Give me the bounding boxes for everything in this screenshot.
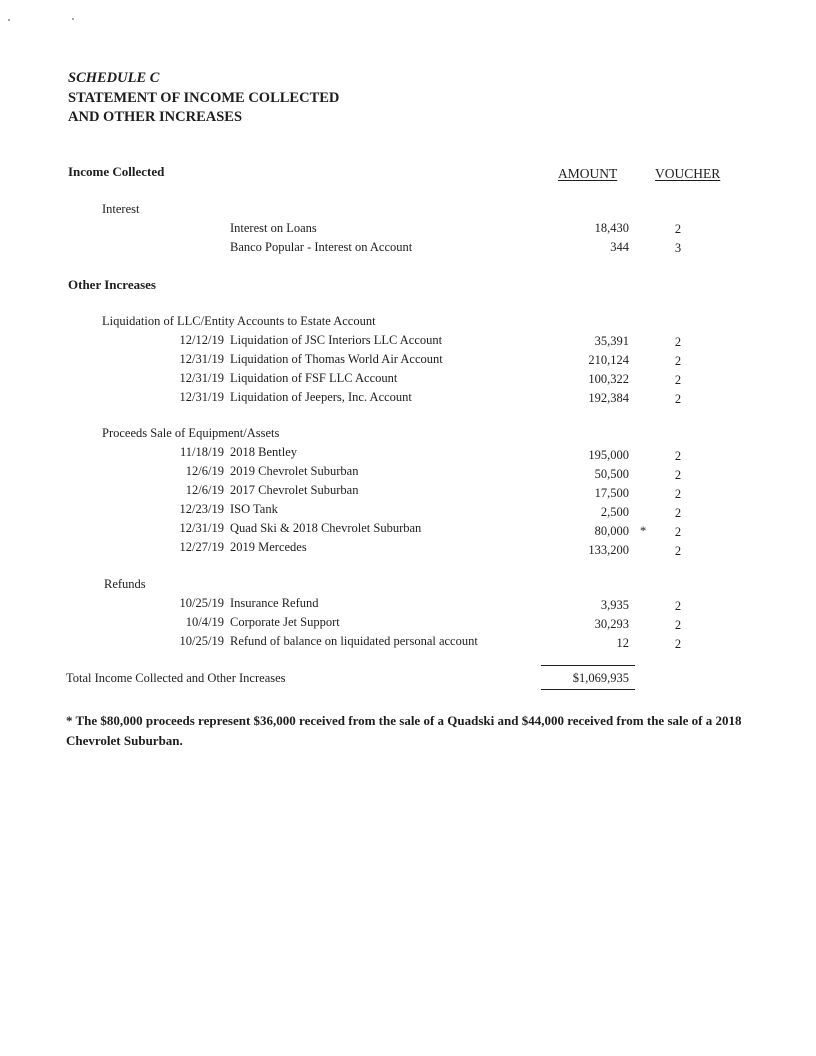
refund-row-desc: Refund of balance on liquidated personal account xyxy=(230,634,478,648)
scan-speck xyxy=(72,18,74,20)
liquidation-row-amount: 210,124 xyxy=(588,353,629,367)
proceeds-row-date: 12/6/19 xyxy=(185,483,224,497)
proceeds-row-desc: 2019 Chevrolet Suburban xyxy=(230,464,359,478)
total-amount: $1,069,935 xyxy=(572,671,629,685)
proceeds-row-voucher: 2 xyxy=(674,525,682,539)
proceeds-row-amount: 2,500 xyxy=(600,505,629,519)
income-row-voucher: 3 xyxy=(674,241,682,255)
refund-row-date: 10/4/19 xyxy=(185,615,224,629)
page-title-line-2: AND OTHER INCREASES xyxy=(68,109,243,125)
liquidation-row-date: 12/31/19 xyxy=(179,371,224,385)
income-row-amount: 344 xyxy=(610,240,629,254)
footnote: * The $80,000 proceeds represent $36,000 received from the sale of a Quadski and $44,000 received from the sale of a 2018 Chevrolet Suburban. xyxy=(66,713,742,748)
refund-row-voucher: 2 xyxy=(674,637,682,651)
voucher-column-header: VOUCHER xyxy=(655,166,721,181)
proceeds-label: Proceeds Sale of Equipment/Assets xyxy=(102,426,280,440)
proceeds-row-voucher: 2 xyxy=(674,487,682,501)
refund-row-date: 10/25/19 xyxy=(179,596,224,610)
proceeds-row-date: 12/6/19 xyxy=(185,464,224,478)
liquidation-row-voucher: 2 xyxy=(674,335,682,349)
proceeds-row-amount: 50,500 xyxy=(594,467,629,481)
refund-row-date: 10/25/19 xyxy=(179,634,224,648)
proceeds-row-desc: ISO Tank xyxy=(230,502,278,516)
proceeds-row-date: 12/27/19 xyxy=(179,540,224,554)
proceeds-row-desc: Quad Ski & 2018 Chevrolet Suburban xyxy=(230,521,422,535)
amount-column-header: AMOUNT xyxy=(558,166,618,181)
page-title-line-1: STATEMENT OF INCOME COLLECTED xyxy=(68,90,340,106)
refund-row-amount: 12 xyxy=(616,636,629,650)
proceeds-row-desc: 2019 Mercedes xyxy=(230,540,307,554)
refund-row-desc: Corporate Jet Support xyxy=(230,615,340,629)
proceeds-row-date: 12/23/19 xyxy=(179,502,224,516)
liquidation-row-amount: 192,384 xyxy=(588,391,629,405)
income-row-amount: 18,430 xyxy=(594,221,629,235)
liquidation-row-date: 12/31/19 xyxy=(179,352,224,366)
proceeds-row-amount: 80,000 xyxy=(594,524,629,538)
liquidation-row-amount: 100,322 xyxy=(588,372,629,386)
interest-label: Interest xyxy=(102,202,140,216)
proceeds-row-amount: 195,000 xyxy=(588,448,629,462)
liquidation-row-desc: Liquidation of FSF LLC Account xyxy=(230,371,398,385)
liquidation-row-date: 12/31/19 xyxy=(179,390,224,404)
proceeds-row-date: 12/31/19 xyxy=(179,521,224,535)
proceeds-row-desc: 2017 Chevrolet Suburban xyxy=(230,483,359,497)
proceeds-row-voucher: 2 xyxy=(674,544,682,558)
income-row-desc: Banco Popular - Interest on Account xyxy=(230,240,413,254)
refund-row-voucher: 2 xyxy=(674,599,682,613)
income-row-desc: Interest on Loans xyxy=(230,221,317,235)
refund-row-voucher: 2 xyxy=(674,618,682,632)
total-top-rule xyxy=(541,665,635,666)
income-collected-heading: Income Collected xyxy=(68,164,165,179)
liquidation-row-desc: Liquidation of JSC Interiors LLC Account xyxy=(230,333,443,347)
proceeds-row-desc: 2018 Bentley xyxy=(230,445,298,459)
proceeds-row-voucher: 2 xyxy=(674,449,682,463)
liquidation-row-desc: Liquidation of Jeepers, Inc. Account xyxy=(230,390,412,404)
liquidation-label: Liquidation of LLC/Entity Accounts to Estate Account xyxy=(102,314,376,328)
income-row-voucher: 2 xyxy=(674,222,682,236)
proceeds-row-date: 11/18/19 xyxy=(180,445,224,459)
proceeds-row-voucher: 2 xyxy=(674,506,682,520)
liquidation-row-amount: 35,391 xyxy=(594,334,629,348)
liquidation-row-desc: Liquidation of Thomas World Air Account xyxy=(230,352,443,366)
scan-speck xyxy=(8,19,10,21)
liquidation-row-voucher: 2 xyxy=(674,373,682,387)
schedule-label: SCHEDULE C xyxy=(68,70,160,86)
refund-row-amount: 30,293 xyxy=(594,617,629,631)
refund-row-desc: Insurance Refund xyxy=(230,596,319,610)
proceeds-row-amount: 133,200 xyxy=(588,543,629,557)
liquidation-row-voucher: 2 xyxy=(674,392,682,406)
proceeds-row-voucher: 2 xyxy=(674,468,682,482)
proceeds-row-amount: 17,500 xyxy=(594,486,629,500)
total-label: Total Income Collected and Other Increases xyxy=(66,671,286,685)
liquidation-row-voucher: 2 xyxy=(674,354,682,368)
refunds-label: Refunds xyxy=(104,577,146,591)
total-bottom-rule xyxy=(541,689,635,690)
liquidation-row-date: 12/12/19 xyxy=(179,333,224,347)
refund-row-amount: 3,935 xyxy=(600,598,629,612)
other-increases-heading: Other Increases xyxy=(68,277,156,292)
footnote-asterisk-marker: * xyxy=(640,524,647,538)
